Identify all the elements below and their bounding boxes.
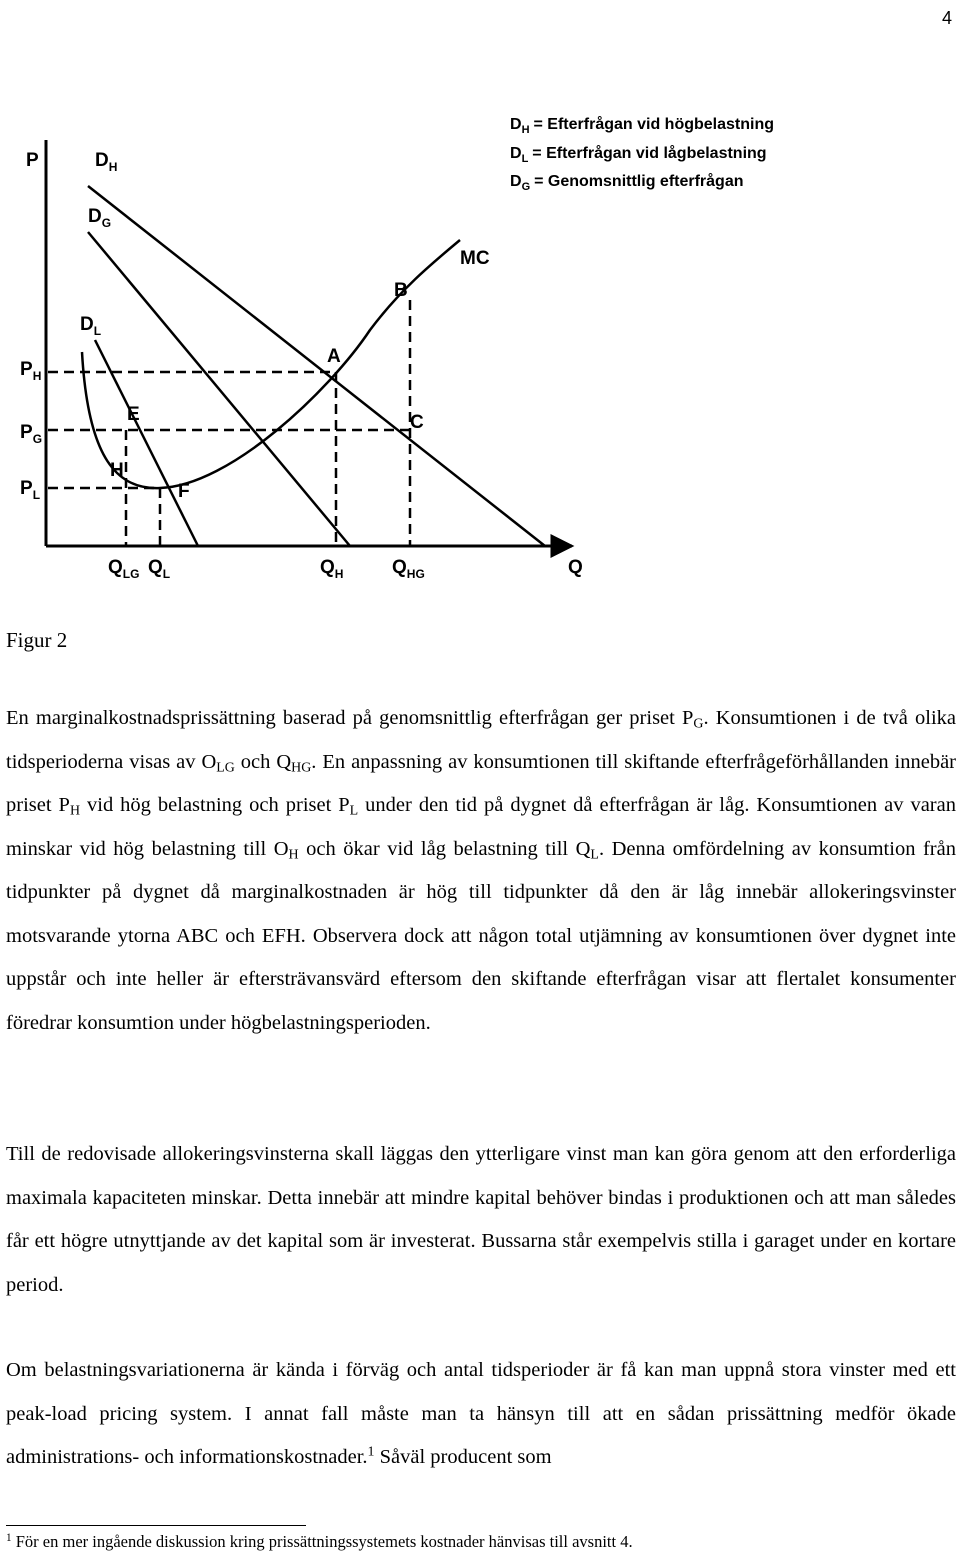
point-label-a: A <box>327 346 341 367</box>
paragraph-1: En marginalkostnadsprissättning baserad på genomsnittlig efterfrågan ger priset $P_G$. Konsumtionen i de två olika tidsperioderna visas av $O_{LG}$ och $Q_{HG}$. En anpassning av konsumtionen till skiftande efterfrågeförhållanden innebär priset $P_H$ vid hög belastning och priset $P_L$ under den tid på dygnet då efterfrågan är låg. Konsumtionen av varan minskar vid hög belastning till $O_H$ och ökar vid låg belastning till $Q_L$. Denna omfördelning av konsumtion från tidpunkter på dygnet då marginalkostnaden är hög till tidpunkter då den är låg innebär allokeringsvinster motsvarande ytorna ABC och EFH. Observera dock att någon total utjämning av konsumtionen över dygnet inte uppstår och inte heller är eftersträvansvärd eftersom den skiftande efterfrågan visar att flertalet konsumenter föredrar konsumtion under högbelastningsperioden. <box>6 707 957 1034</box>
point-label-c: C <box>410 412 424 433</box>
point-label-f: F <box>178 481 190 502</box>
page-number: 4 <box>941 8 952 28</box>
footnote-divider <box>6 1525 306 1526</box>
quantity-label-qlg: $Q_{LG}$ <box>108 557 140 581</box>
curve-label-dg: $D_G$ <box>88 206 112 230</box>
curve-label-mc: MC <box>460 248 490 269</box>
figure-caption: Figur 2 <box>6 628 68 652</box>
quantity-label-ql: $Q_L$ <box>148 557 171 581</box>
quantity-label-qhg: $Q_{HG}$ <box>392 557 425 581</box>
demand-high-line <box>88 186 545 546</box>
footnote: $^1$ För en mer ingående diskussion kring prissättningssystemets kostnader hänvisas till avsnitt 4. <box>6 1531 633 1551</box>
paragraph-3: Om belastningsvariationerna är kända i förväg och antal tidsperioder är få kan man uppnå stora vinster med ett peak-load pricing system. I annat fall måste man ta hänsyn till att en sådan prissättning medför ökade administrations- och informationskostnader.$^1$ Såväl producent som <box>6 1359 956 1468</box>
y-axis-label: P <box>26 150 39 171</box>
paragraph-2: Till de redovisade allokeringsvinsterna skall läggas den ytterligare vinst man kan göra genom att den erforderliga maximala kapaciteten minskar. Detta innebär att mindre kapital behöver bindas i produktionen och att man således får ett högre utnyttjande av det kapital som är investerat. Bussarna står exempelvis stilla i garaget under en kortare period. <box>6 1143 956 1296</box>
x-axis-label: Q <box>568 557 583 578</box>
quantity-label-qh: $Q_H$ <box>320 557 344 581</box>
curve-label-dl: $D_L$ <box>80 314 102 338</box>
point-label-e: E <box>127 404 140 425</box>
price-label-pg: $P_G$ <box>20 422 43 446</box>
point-label-h: H <box>110 460 124 481</box>
price-label-ph: $P_H$ <box>20 359 42 383</box>
legend-row-dg: $D_G$ = Genomsnittlig efterfrågan <box>510 173 744 193</box>
point-label-b: B <box>394 280 408 301</box>
peak-load-pricing-figure <box>0 90 960 590</box>
legend-row-dh: $D_H$ = Efterfrågan vid högbelastning <box>510 116 774 136</box>
paragraph-2-block <box>6 1133 956 1307</box>
legend <box>510 115 774 193</box>
legend-row-dl: $D_L$ = Efterfrågan vid lågbelastning <box>510 145 767 165</box>
price-label-pl: $P_L$ <box>20 478 41 502</box>
footnote-ref[interactable]: 1 <box>367 1444 375 1460</box>
demand-avg-line <box>88 232 350 546</box>
curve-label-dh: $D_H$ <box>95 150 118 174</box>
body-text <box>6 697 956 1045</box>
paragraph-3-block <box>6 1349 956 1480</box>
